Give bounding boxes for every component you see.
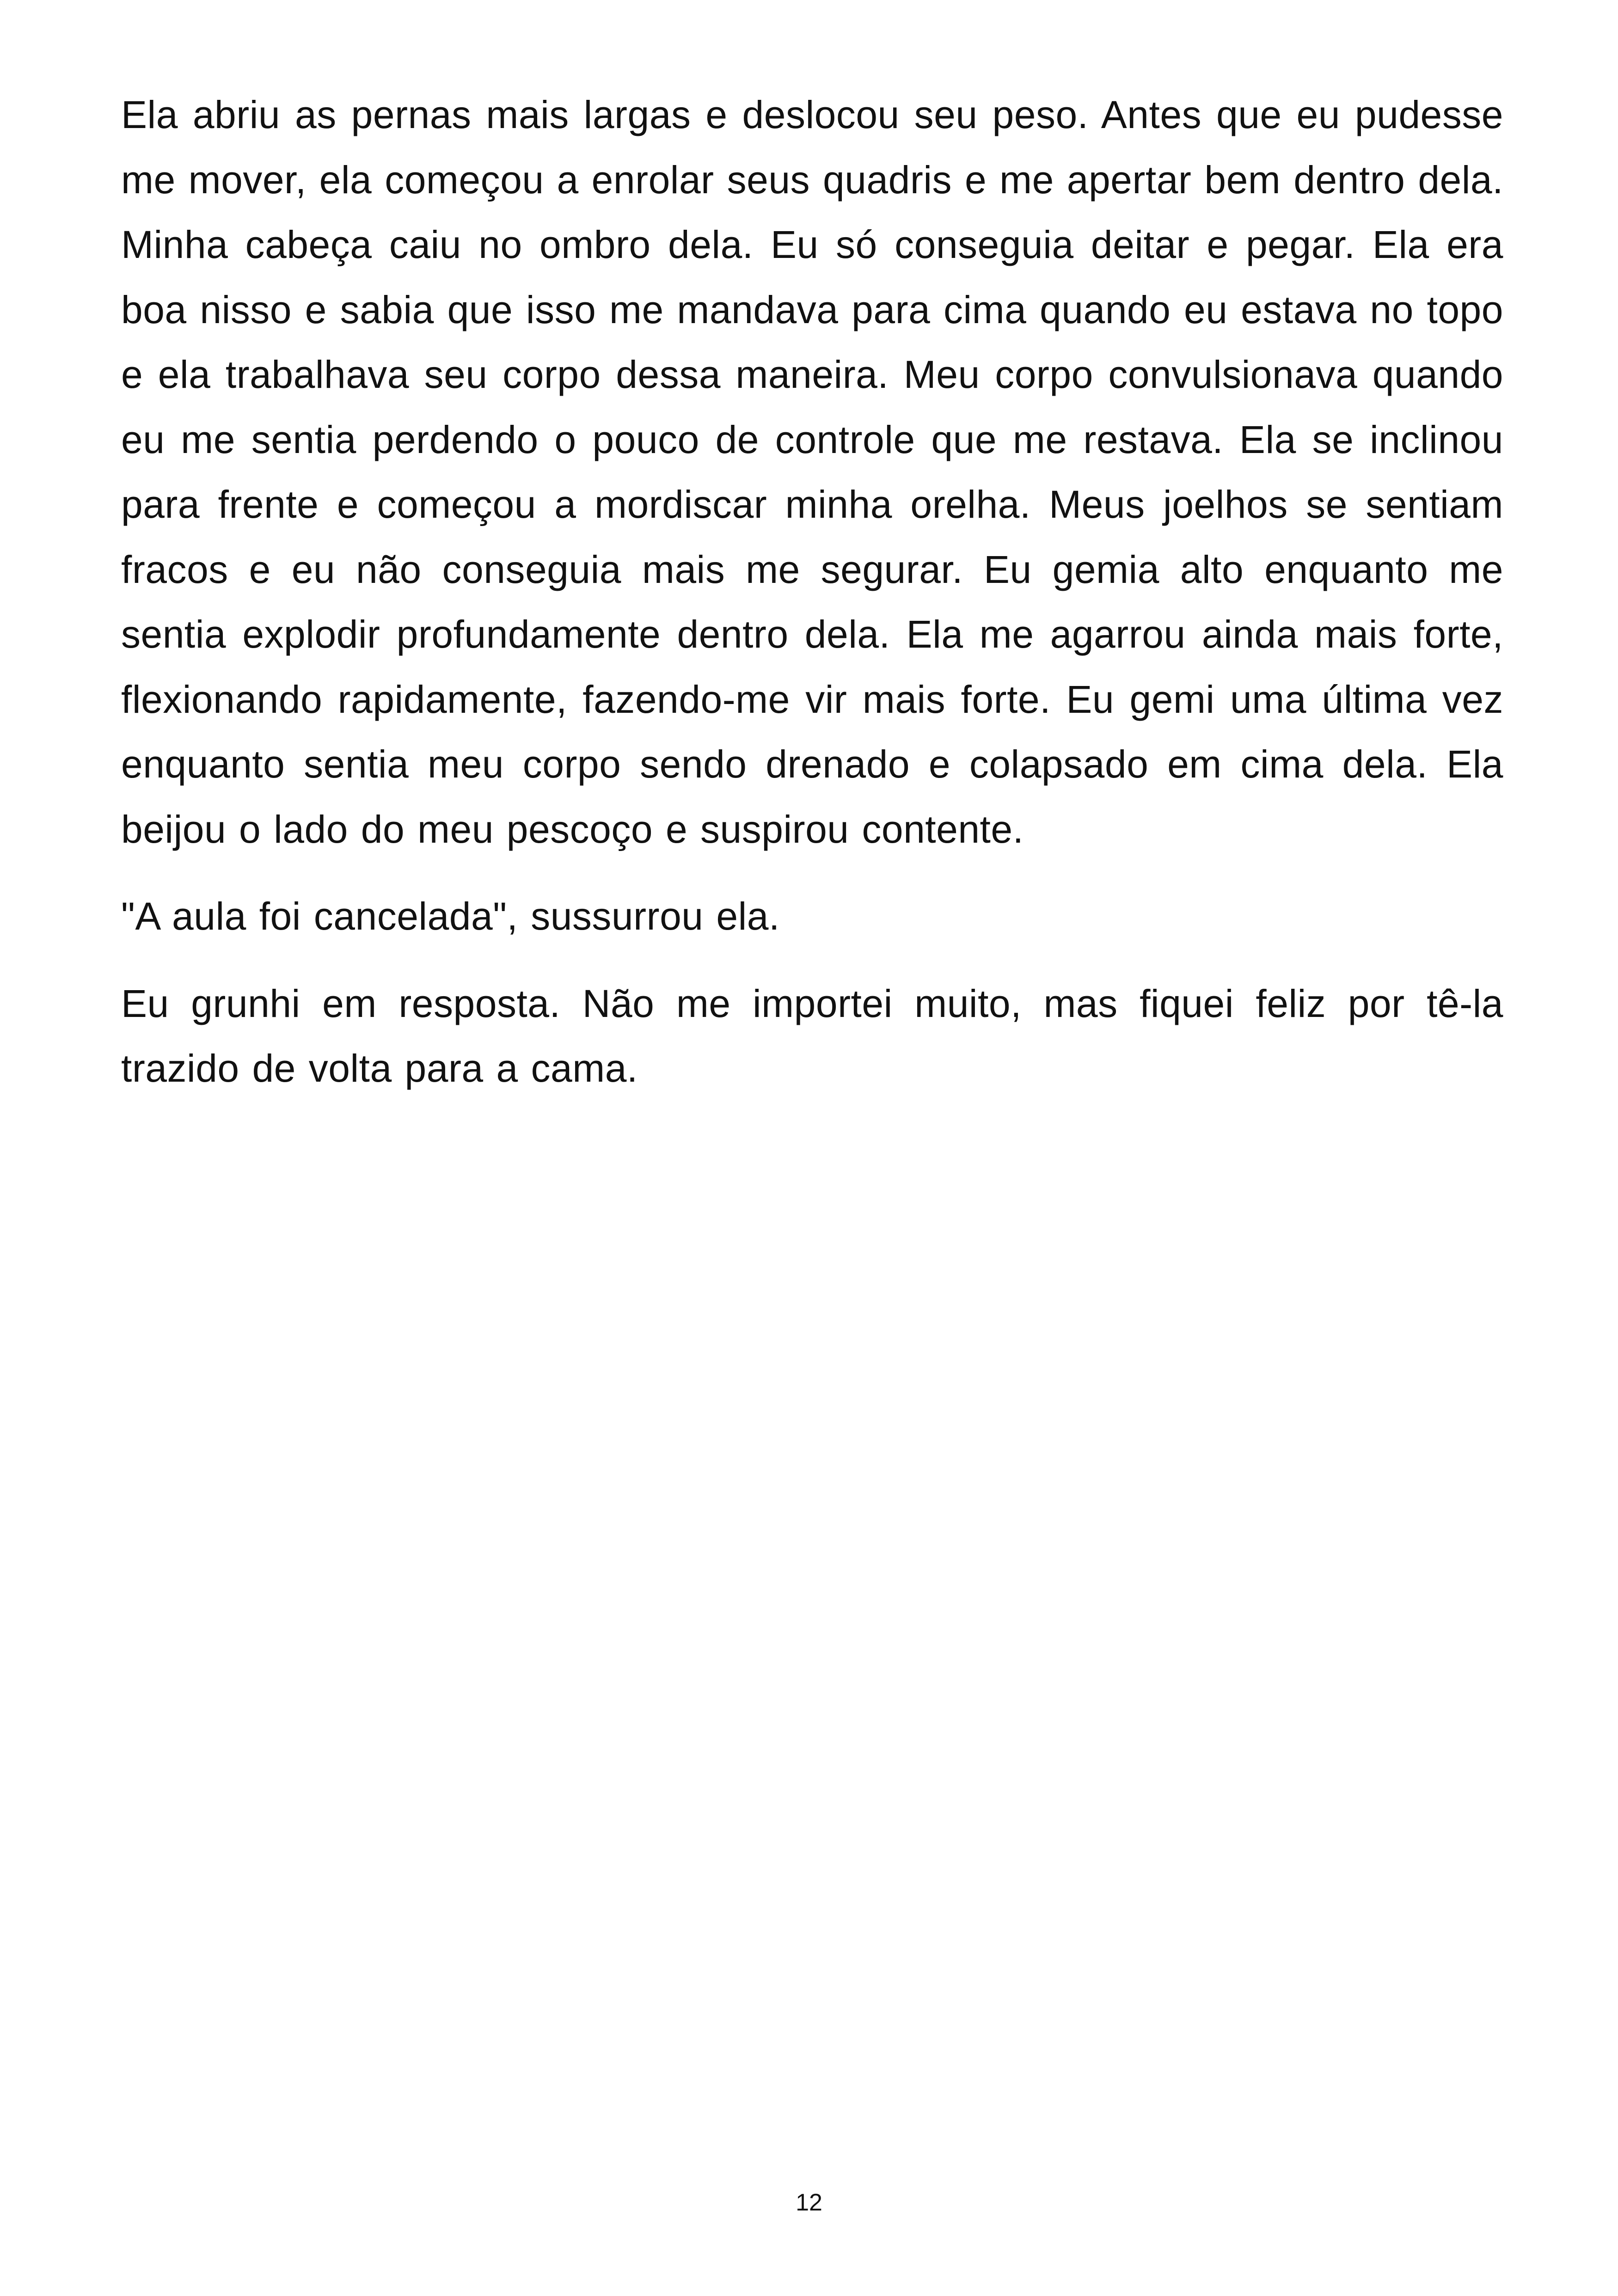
paragraph: Eu grunhi em resposta. Não me importei muito, mas fiquei feliz por tê-la trazido de volta para a cama. bbox=[121, 981, 1503, 1090]
page-number: 12 bbox=[796, 2189, 822, 2216]
body-text bbox=[121, 82, 1503, 1101]
paragraph: "A aula foi cancelada", sussurrou ela. bbox=[121, 894, 780, 938]
paragraph: Ela abriu as pernas mais largas e deslocou seu peso. Antes que eu pudesse me mover, ela começou a enrolar seus quadris e me apertar bem dentro dela. Minha cabeça caiu no ombro dela. Eu só conseguia deitar e pegar. Ela era boa nisso e sabia que isso me mandava para cima quando eu estava no topo e ela trabalhava seu corpo dessa maneira. Meu corpo convulsionava quando eu me sentia perdendo o pouco de controle que me restava. Ela se inclinou para frente e começou a mordiscar minha orelha. Meus joelhos se sentiam fracos e eu não conseguia mais me segurar. Eu gemia alto enquanto me sentia explodir profundamente dentro dela. Ela me agarrou ainda mais forte, flexionando rapidamente, fazendo-me vir mais forte. Eu gemi uma última vez enquanto sentia meu corpo sendo drenado e colapsado em cima dela. Ela beijou o lado do meu pescoço e suspirou contente. bbox=[121, 93, 1503, 851]
